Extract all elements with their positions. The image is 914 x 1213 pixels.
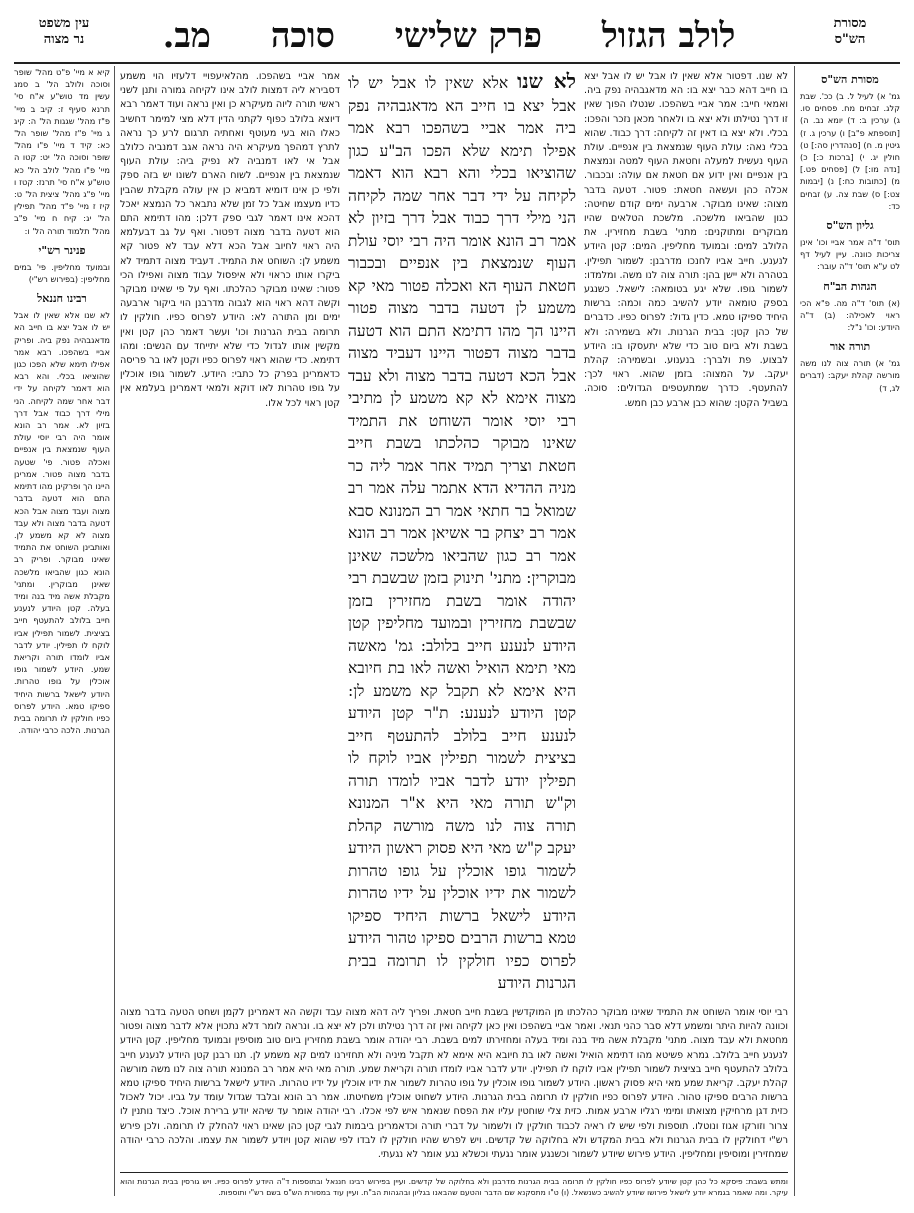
rashi-text: לא שנו. דפטור אלא שאין לו אבל יש לו אבל יצא בו חייב דהא כבר יצא בו: הא מדאגבהיה נפק ביה. ואמאי חייב: אמר אביי בשהפכו. שנטלו הפוך שאין זו דרך נטילתו ולא יצא בו ולאחר מכאן נזכר והפכו: בכלי. ולא יצא בו דאין זה לקיחה: דרך כבוד. שהוא בכלי נאה: עולת העוף שנמצאת בין אנפיים. עולת העוף נעשית למעלה וחטאת העוף למטה ונמצאת בין אנפיים ואין ידוע אם חטאת אם עולה: ובכבור. אכלה כהן ועשאה חטאת: פטור. דטעה בדבר מצוה: שאינו מבוקר. ארבעה ימים קודם שחיטה: כגון שהביאו מלשכה. מלשכת הטלאים שהיו מבוקרים ומתוקנים: מתני' בשבת מחזירין. את הלולב למים: ובמועד מחליפין. המים: קטן היודע לנענע. חייב אביו לחנכו מדרבנן: לשמור תפילין. בטהרה ולא יישן בהן: תורה צוה לנו משה. ומלמדו: לשמור גופו. שלא יגע בטומאה: לישאל. כשנגע בספק טומאה יודע להשיב כמה וכמה: ברשות היחיד ספיקו טמא. כדין גדול: לפרוס כפיו. כדברים של כהן קטן: בבית הגרנות. ולא בשמירה: ולא בשבת ולא ביום טוב כדי שלא יתעסקו בו: היודע לבצוע. פת ולברך: בנענוע. ובשמירה: קהלת יעקב. על המצוה: בזמן שהוא. ראוי לכך: להתעטף. כדרך שמתעטפים הגדולים: סוכה. בשביל הקטן: שהוא כבן ארבע כבן חמש.	[584, 71, 788, 409]
footnote	[120, 1176, 788, 1206]
left-margin	[14, 66, 110, 1196]
page-header	[14, 14, 900, 60]
header-rule	[14, 62, 900, 64]
title-chapter-number: פרק שלישי	[394, 16, 542, 56]
gemara-opening-words: לא שנו	[517, 70, 576, 93]
tosafot-commentary	[120, 70, 340, 1004]
hagahot-title: הגהות הב"ח	[823, 279, 877, 293]
gemara-main-text	[348, 70, 576, 1004]
ein-mishpat-header-label: עין משפט נר מצוה	[38, 16, 90, 47]
title-chapter-name: לולב הגזול	[601, 16, 736, 56]
rabbeinu-chananel-title: רבינו חננאל	[37, 292, 87, 306]
left-margin-divider	[114, 66, 115, 1196]
torah-or-text: גמ' א) תורה צוה לנו משה מורשה קהלת יעקב: (דברים לג, ד)	[800, 358, 900, 393]
footnote-text: ומתש בשבת: פיסקא כל כהן קטן שיודע לפרוס כפיו חולקין לו תרומה בבית הגרנות מדרבנן ולא בחלוקה של קדשים. ועיין בפירוש רבינו חננאל ובתוספות ד"ה היודע לפרוס כפיו. ויש גורסין בבית הגרנות והוא עיקר. ומה שאמר בגמרא יודע לישאל פירושו שיודע להשיב כשנשאל. (ו) ט"ו מתסקנא שם הדבר והטעם שהבאנו בגליון ובהגהות הב"ח. ועיין עוד במסורת הש"ס בשם רש"י ותוספות.	[120, 1177, 788, 1197]
masoret-header-label: מסורת הש"ס	[833, 16, 867, 47]
gemara-body: אלא שאין לו אבל יש לו אבל יצא בו חייב הא מדאגבהיה נפק ביה אמר אביי בשהפכו רבא אמר אפילו תימא שלא הפכו הב"ע כגון שהוציאו בכלי והא רבא הוא דאמר לקיחה על ידי דבר אחר שמה לקיחה הני מילי דרך כבוד אבל דרך בזיון לא אמר רב הונא אומר היה רבי יוסי עולת העוף שנמצאת בין אנפיים ובכבור חטאת העוף הא ואכלה פטור מאי קא משמע לן דטעה בדבר מצוה פטור היינו הך מהו דתימא התם הוא דטעה בדבר מצוה דפטור היינו דעביד מצוה אבל הכא דטעה בדבר מצוה ולא עבד מצוה אימא לא קא משמע לן מתיבי רבי יוסי אומר השוחט את התמיד שאינו מבוקר כהלכתו בשבת חייב חטאת וצריך תמיד אחר אמר ליה כר מניה ההדיא הדא אתמר עלה אמר רב שמואל בר חתאי אמר רב המנונא סבא אמר רב יצחק בר אשיאן אמר רב הונא אמר רב כגון שהביאו מלשכה שאינן מבוקרין: מתני' תינוק בזמן שבשבת רבי יהודה אומר בשבת מחזירין בזמן שבשבת מחזירין ובמועד מחליפין קטן היודע לנענע חייב בלולב: גמ' מאשה מאי תימא הואיל ואשה לאו בת חיובא היא אימא לא תקבל קא משמע לן: קטן היודע לנענע: ת"ר קטן היודע לנענע חייב בלולב להתעטף חייב בציצית לשמור תפילין אביו לוקח לו תפילין יודע לדבר אביו לומדו תורה וק"ש תורה מאי היא א"ר המנונא תורה צוה לנו משה מורשה קהלת יעקב ק"ש מאי היא פסוק ראשון היודע לשמור גופו אוכלין על גופו טהרות לשמור את ידיו אוכלין על ידיו טהרות היודע לישאל ברשות היחיד ספיקו טמא ברשות הרבים ספיקו טהור היודע לפרוס כפיו חולקין לו תרומה בבית הגרנות היודע	[348, 74, 576, 992]
masoret-text: גמ' א) לעיל ל. ב) ככ'. שבת קלג. זבחים מח. פסחים סו. ג) ערכין ב: ד) יומא נב. ה) [תוספתא פ"ב] ו) ערכין ג. ז) גיטין מ. ח) [סנהדרין סה:] ט) חולין יג. י) [ברכות כ:] כ) [נדה מו:] ל) [פסחים פט.] מ) [כתובות כח:] נ) [יבמות צט:] ס) שבת צה. ע) זבחים כד:	[800, 91, 900, 211]
gilyon-text: תוס' ד"ה אמר אביי וכו' אינן צריכות כוונה. עיין לעיל דף לט ע"א תוס' ד"ה עובר:	[800, 237, 900, 272]
bottom-commentary	[120, 1006, 788, 1170]
bottom-commentary-text: רבי יוסי אומר השוחט את התמיד שאינו מבוקר כהלכתו מן המוקדשין בשבת חייב חטאת. ופריך ליה דהא מצוה עבד וקשה הא דאמרינן לקמן ושחט הטעה בדבר מצוה וכוונה להיות היתר ומשמע דלא סבר כהני תנאי. ואמר אביי בשהפכו ואין כאן לקיחה ואין זה דרך נטילתו ולכן לא יצא בו. ונראה לומר דלא נתכוין אלא לדבר מצוה ופטור מחטאת ולא עבד מצוה. מתני' מקבלת אשה מיד בנה ומיד בעלה ומחזירתו למים בשבת. רבי יהודה אומר בשבת מחזירין ביום טוב מוסיפין ובמועד מחליפין. קטן היודע לנענע חייב בלולב. גמרא פשיטא מהו דתימא הואיל ואשה לאו בת חיובא היא אימא לא תקבל מיניה ולא תחזירנו למים קא משמע לן. תנו רבנן קטן היודע לנענע חייב בלולב להתעטף חייב בציצית לשמור תפילין אביו לוקח לו תפילין. יודע לדבר אביו לומדו תורה וקריאת שמע. תורה מאי היא אמר רב המנונא תורה צוה לנו משה מורשה קהלת יעקב. קריאת שמע מאי היא פסוק ראשון. היודע לשמור גופו אוכלין על גופו טהרות לשמור את ידיו אוכלין על ידיו טהרות. היודע לישאל ברשות היחיד ספיקו טמא ברשות הרבים ספיקו טהור. היודע לפרוס כפיו חולקין לו תרומה בבית הגרנות. היודע לשחוט אוכלין משחיטתו. אמר רב הונא ובלבד שגדול עומד על גביו. יכול לאכול כזית דגן מרחיקין מצואתו ומימי רגליו ארבע אמות. כזית צלי שוחטין עליו את הפסח שנאמר איש לפי אכלו. רבי יהודה אומר עד שיהא יודע ברירת אוכל. כיצד נותנין לו צרור וזורקו אגוז ונוטלו. תוספות ולפי שיש לו ראיה לכבוד חולקין לו ולשמור על דברי תורה וכדאמרינן ביבמות לגבי קטן כהן שאינו ראוי להחלק לו תרומה. ולכן פירש רש"י דחולקין לו בבית הגרנות ולא בבית המקדש ולא בחלוקה של קדשים. ויש לפרש שהיו חולקין לו לבדו לפי שהוא קטן ויודע לשמור את עצמו. והלכה כרבי יהודה שמחזירין ומוסיפין ומחליפין. היודע פירוש שיודע לשמור וכשנגע אומר נגעתי וכשלא נגע אומר לא נגעתי.	[120, 1007, 788, 1161]
title-folio: מב.	[162, 16, 211, 56]
gilyon-title: גליון הש"ס	[826, 219, 874, 233]
tosafot-text: אמר אביי בשהפכו. מהלאיעפויי דלעזיו הוי משמע דסבירא ליה דמצות לולב אינו לקיחה גמורה ותנן לשני ראשי תורה ליוה מעיקרא כן ואין נראה ועוד דאמר רבא דיוצא בלולב כפוף לקתני הדין דלא מצי למימר דחשיב כאלו הוא בעי מעוטף ואחתיה תרגום לרע כך נראה לתרץ דמהפך מעיקרא היה נראה אגב דמנביה כלולב אבל אי לאו דמנביה לא נפיק ביה: עולת העוף שנמצאת בין אנפיים. לשוח הארם לשונו יש בזה ספק ולפי כן אינו דומיא דמביא כן אין עולה מקבלת שהבין כדיו מעצמו אבל כל זמן שלא נתבאר כל הנמצא יאכל דהכא אינו דאמר לגבי ספק דלכן: מהו דתימא התם הוא דטעה בדבר מצוה דפטור. ואף על גב דבעלמא היה ראוי לחיוב אבל הכא דלא עבד לא פטור קא משמע לן: השוחט את התמיד. דעביד מצוה דתמיד לא ביקרו אותו כראוי ולא איפסול עבוד מצוה ואפילו הכי פטור: שאינו מבוקר כהלכתו. ואף על פי שאינו מבוקר וקשה דהא ראוי הוא לגבוה מדרבנן הוי ביקור ארבעה ימים ומן התורה לא: היודע לפרוס כפיו. חולקין לו תרומה בבית הגרנות וכו' ועשר דאמר כהן קטן ואין מקשין אותו לגדול כדי שלא יתייחד עם הנשים: ומהו דתימא. כדי שהוא ראוי לפרוס כפיו וקטן לאו בר פריסה כדאמרינן בפרק כל כתבי: היודע. לשמור גופו אוכלין על גופו טהרות לאו דוקא ולמאי דאמרינן בעלמא אין קטן ראוי לכל אלו.	[120, 71, 340, 409]
rabbeinu-chananel-text: לא שנו אלא שאין לו אבל יש לו אבל יצא בו חייב הא מדאגבהיה נפק ביה. ופריק אביי בשהפכו. רבא אמר אפילו תימא שלא הפכו כגון שהוציאו בכלי. והא רבא הוא דאמר לקיחה על ידי דבר אחר שמה לקיחה. הני מילי דרך כבוד אבל דרך בזיון לא. אמר רב הונא אומר היה רבי יוסי עולת העוף שנמצאת בין אנפיים ואכלה פטור. פי' שטעה בדבר מצוה פטור. אמרינן היינו הך ופרקינן מהו דתימא התם הוא דטעה בדבר מצוה ועבד מצוה אבל הכא דטעה בדבר מצוה ולא עבד מצוה לא קא משמע לן. ואותבינן השוחט את התמיד שאינו מבוקר. ופריק רב הונא כגון שהביאו מלשכה שאינן מבוקרין. ומתני' מקבלת אשה מיד בנה ומיד בעלה. קטן היודע לנענע חייב בלולב להתעטף חייב בציצית. לשמור תפילין אביו לוקח לו תפילין. יודע לדבר אביו לומדו תורה וקריאת שמע. היודע לשמור גופו אוכלין על גופו טהרות. היודע לישאל ברשות היחיד ספיקו טמא. היודע לפרוס כפיו חולקין לו תרומה בבית הגרנות. הלכה כרבי יהודה.	[14, 310, 110, 736]
hagahot-text: (א) תוס' ד"ה מה. פ"א הכי ראוי לאכילה: (ב) ד"ה היודע: וכו' נ"ל:	[800, 297, 900, 333]
pninei-rashi-title: פנינר רש"י	[38, 243, 86, 257]
pninei-rashi-text: ובמועד מחליפין. פי' במים מחליפין: (בפירוש רש"י)	[14, 261, 110, 285]
ein-mishpat-text: קיא א מיי' פ"ט מהל' שופר וסוכה ולולב הל' ב סמג עשין מד טוש"ע א"ח סי' תרנא סעיף ז: קיב ב מיי' פ"ז מהל' שגגות הל' ה: קיג ג מיי' פ"ז מהל' שופר הל' כא: קיד ד מיי' פ"ו מהל' שופר וסוכה הל' יט: קטו ה מיי' פ"ו מהל' לולב הל' כא טוש"ע א"ח סי' תרנז: קטז ו מיי' פ"ג מהל' ציצית הל' ט: קיז ז מיי' פ"ד מהל' תפילין הל' יג: קיח ח מיי' פ"ב מהל' תלמוד תורה הל' ו:	[14, 67, 110, 236]
right-margin	[800, 66, 900, 766]
footnote-rule	[120, 1172, 788, 1173]
right-margin-divider	[794, 66, 795, 1196]
masoret-title: מסורת הש"ס	[821, 73, 879, 86]
torah-or-title: תורה אור	[829, 340, 871, 354]
page-title	[124, 14, 774, 58]
rashi-commentary	[584, 70, 788, 1004]
title-tractate: סוכה	[270, 16, 336, 56]
